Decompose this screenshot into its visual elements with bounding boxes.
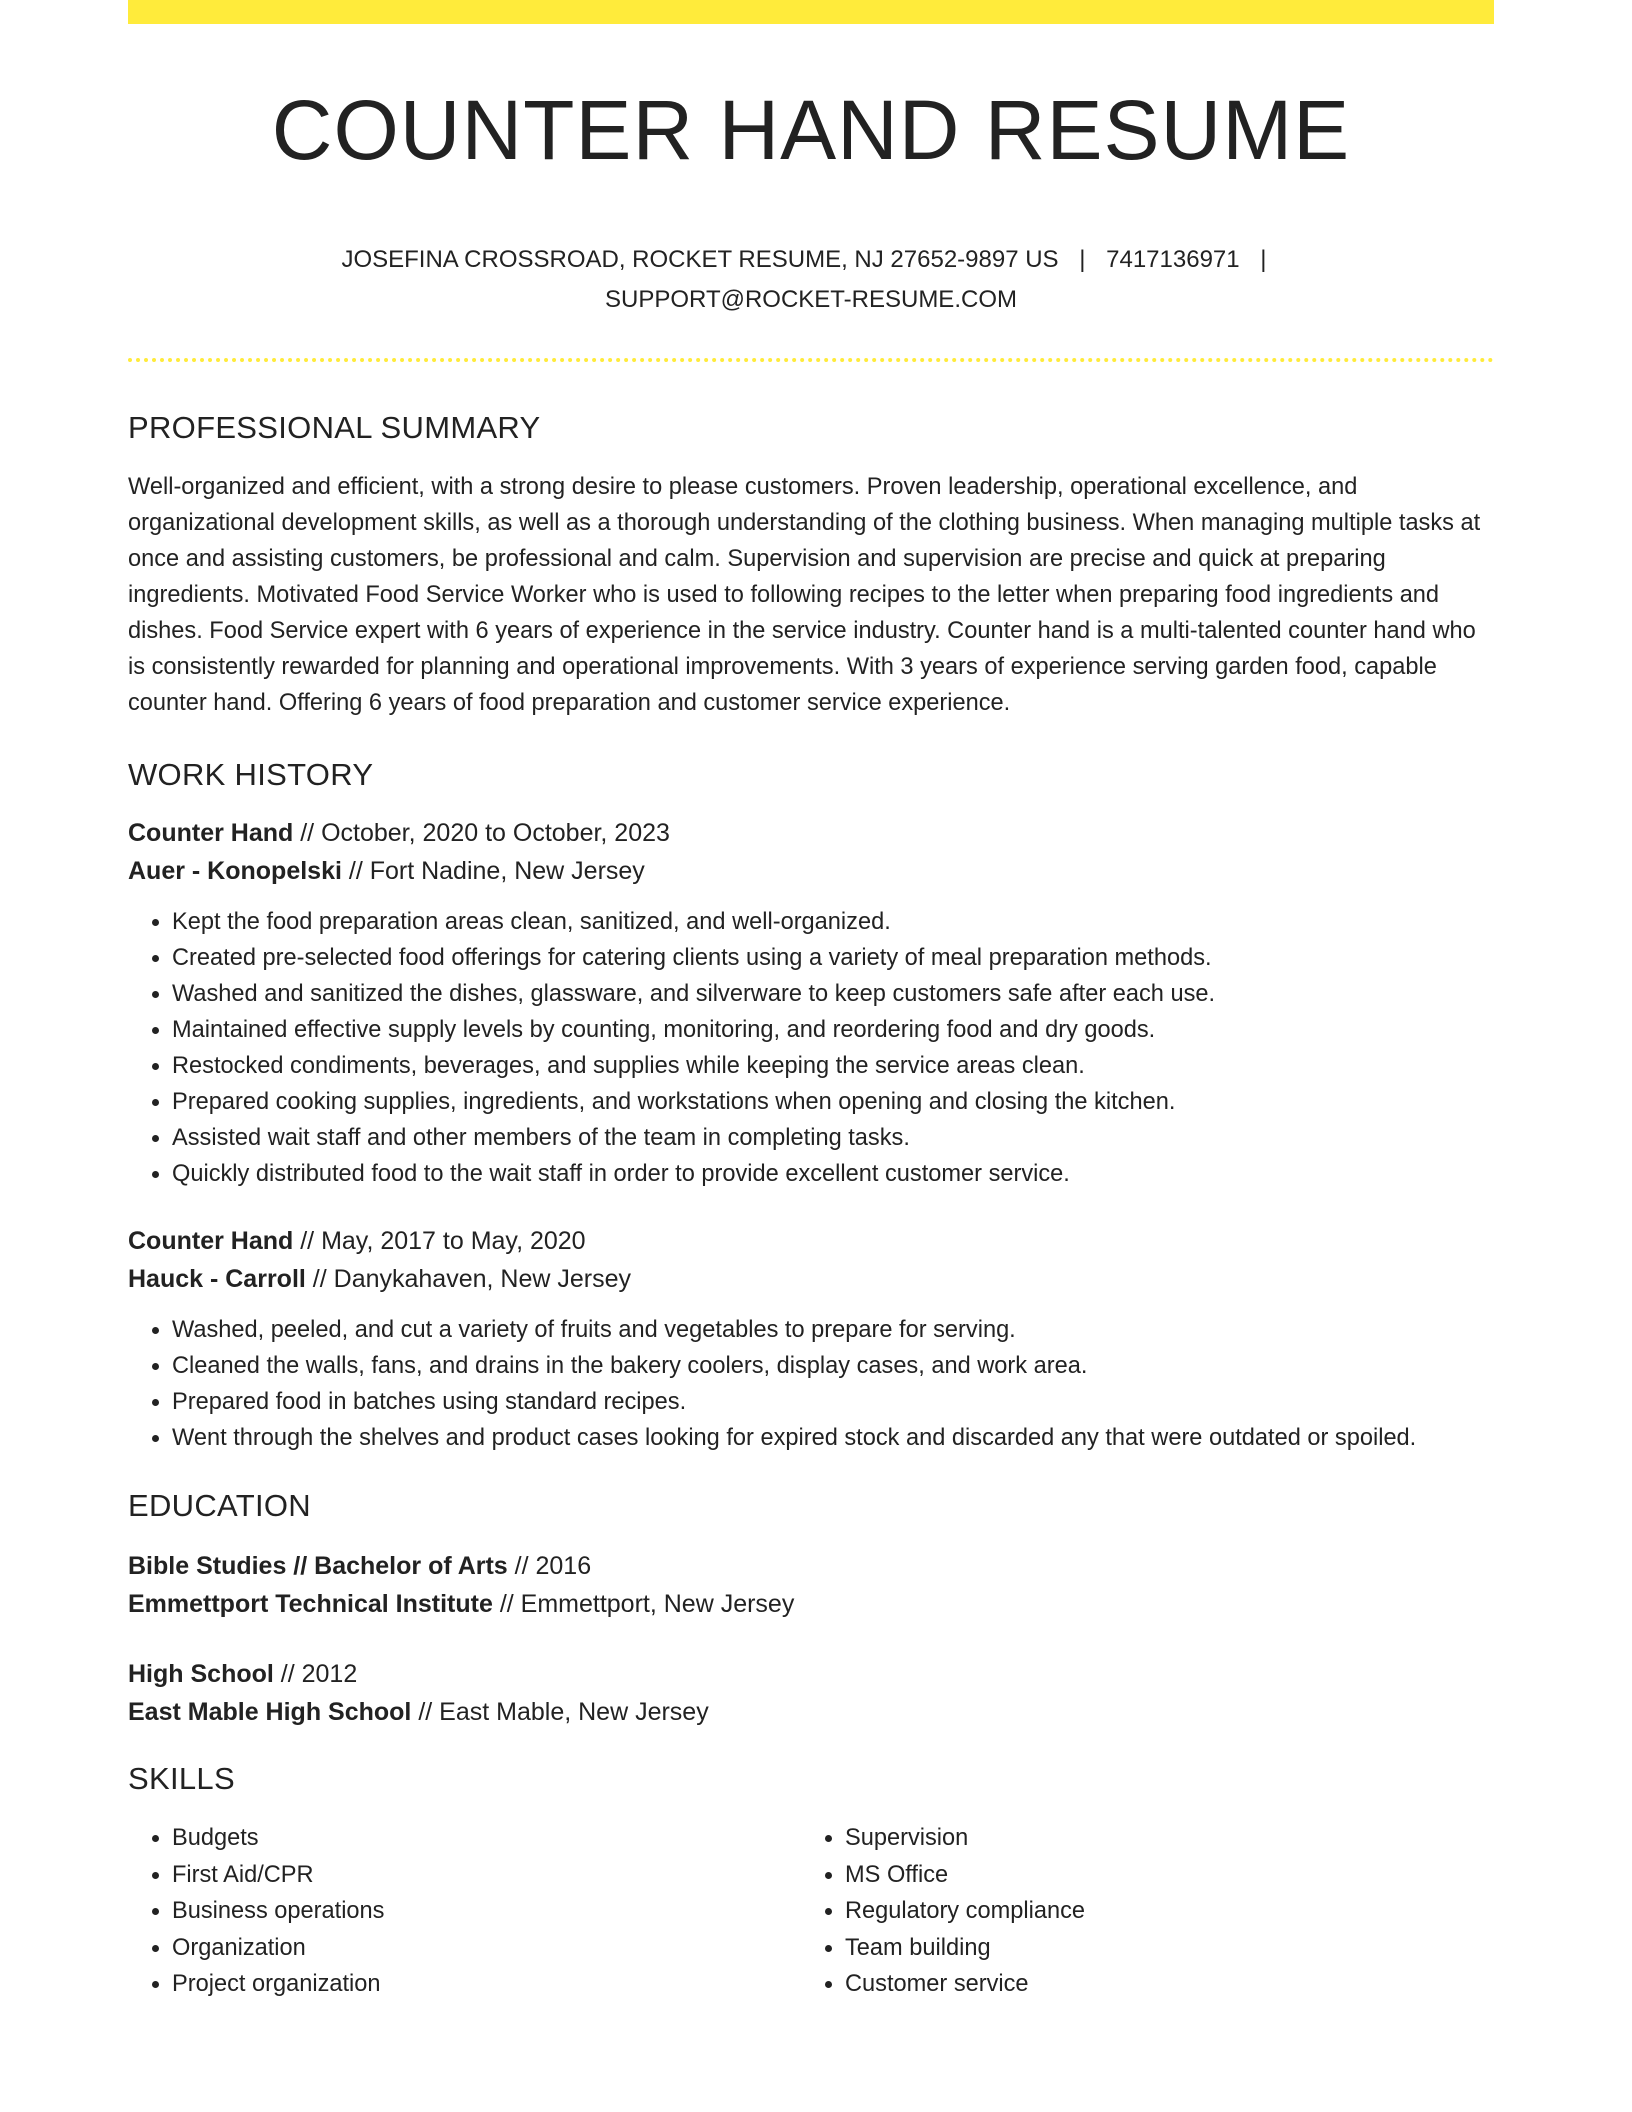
education-entry <box>128 1655 1494 1731</box>
job-title-line <box>128 814 1494 852</box>
job-dates: // May, 2017 to May, 2020 <box>300 1227 586 1255</box>
top-accent-bar <box>128 0 1494 24</box>
skill-item: • Team building <box>845 1930 1474 1967</box>
contact-email: SUPPORT@ROCKET-RESUME.COM <box>605 286 1017 313</box>
job-title: Counter Hand <box>128 1227 294 1255</box>
summary-text: Well-organized and efficient, with a strong desire to please customers. Proven leadership, operational excellence, and organizational development skills, as well as a thorough understanding of the clothing business. When managing multiple tasks at once and assisting customers, be professional and calm. Supervision and supervision are precise and quick at preparing ingredients. Motivated Food Service Worker who is used to following recipes to the letter when preparing food ingredients and dishes. Food Service expert with 6 years of experience in the service industry. Counter hand is a multi-talented counter hand who is consistently rewarded for planning and operational improvements. With 3 years of experience serving garden food, capable counter hand. Offering 6 years of food preparation and customer service experience. <box>128 474 1481 716</box>
job-duties-list <box>128 904 1494 1192</box>
job-company-line <box>128 1260 1494 1298</box>
contact-address: JOSEFINA CROSSROAD, ROCKET RESUME, NJ 27652-9897 US <box>341 246 1059 273</box>
education-location: // East Mable, New Jersey <box>418 1698 709 1726</box>
skills-column-left <box>128 1820 801 2003</box>
skills-heading: SKILLS <box>128 1761 235 1796</box>
list-item: • Kept the food preparation areas clean, sanitized, and well-organized. <box>172 904 1494 940</box>
resume-page <box>128 0 1494 2003</box>
list-item: • Washed, peeled, and cut a variety of fruits and vegetables to prepare for serving. <box>172 1312 1494 1348</box>
contact-phone: 7417136971 <box>1106 246 1240 273</box>
skill-item: • Customer service <box>845 1966 1474 2003</box>
education-school: Emmettport Technical Institute <box>128 1590 493 1618</box>
skill-item: • Budgets <box>172 1820 801 1857</box>
job-duties-list <box>128 1312 1494 1456</box>
list-item: • Restocked condiments, beverages, and supplies while keeping the service areas clean. <box>172 1048 1494 1084</box>
contact-separator: | <box>1079 246 1086 273</box>
education-school-line <box>128 1693 1494 1731</box>
job-title-line <box>128 1222 1494 1260</box>
list-item: • Quickly distributed food to the wait staff in order to provide excellent customer service. <box>172 1156 1494 1192</box>
list-item: • Cleaned the walls, fans, and drains in the bakery coolers, display cases, and work area. <box>172 1348 1494 1384</box>
job-location: // Danykahaven, New Jersey <box>312 1265 631 1293</box>
job-entry <box>128 814 1494 1192</box>
skills-list <box>128 1820 1494 2003</box>
job-dates: // October, 2020 to October, 2023 <box>300 819 670 847</box>
list-item: • Prepared food in batches using standard recipes. <box>172 1384 1494 1420</box>
education-location: // Emmettport, New Jersey <box>499 1590 795 1618</box>
education-degree-line <box>128 1655 1494 1693</box>
list-item: • Washed and sanitized the dishes, glassware, and silverware to keep customers safe after each use. <box>172 976 1494 1012</box>
education-entry <box>128 1547 1494 1623</box>
dotted-divider <box>128 358 1494 362</box>
job-company: Auer - Konopelski <box>128 857 342 885</box>
job-location: // Fort Nadine, New Jersey <box>348 857 645 885</box>
contact-info <box>128 240 1494 320</box>
job-title: Counter Hand <box>128 819 294 847</box>
education-school: East Mable High School <box>128 1698 412 1726</box>
list-item: • Assisted wait staff and other members of the team in completing tasks. <box>172 1120 1494 1156</box>
list-item: • Prepared cooking supplies, ingredients, and workstations when opening and closing the kitchen. <box>172 1084 1494 1120</box>
page-title: COUNTER HAND RESUME <box>271 83 1351 177</box>
list-item: • Maintained effective supply levels by counting, monitoring, and reordering food and dry goods. <box>172 1012 1494 1048</box>
skill-item: • Business operations <box>172 1893 801 1930</box>
education-heading: EDUCATION <box>128 1488 311 1523</box>
job-entry <box>128 1222 1494 1456</box>
skills-column-right <box>801 1820 1474 2003</box>
education-school-line <box>128 1585 1494 1623</box>
list-item: • Went through the shelves and product cases looking for expired stock and discarded any that were outdated or spoiled. <box>172 1420 1494 1456</box>
education-degree-line <box>128 1547 1494 1585</box>
education-year: // 2016 <box>514 1552 592 1580</box>
skill-item: • Project organization <box>172 1966 801 2003</box>
skill-item: • MS Office <box>845 1857 1474 1894</box>
summary-heading: PROFESSIONAL SUMMARY <box>128 410 541 445</box>
education-degree: High School <box>128 1660 274 1688</box>
skill-item: • Regulatory compliance <box>845 1893 1474 1930</box>
job-company-line <box>128 852 1494 890</box>
work-history-heading: WORK HISTORY <box>128 757 374 792</box>
skill-item: • First Aid/CPR <box>172 1857 801 1894</box>
job-company: Hauck - Carroll <box>128 1265 306 1293</box>
education-year: // 2012 <box>280 1660 358 1688</box>
contact-separator: | <box>1260 246 1267 273</box>
list-item: • Created pre-selected food offerings for catering clients using a variety of meal preparation methods. <box>172 940 1494 976</box>
education-degree: Bible Studies // Bachelor of Arts <box>128 1552 508 1580</box>
skill-item: • Supervision <box>845 1820 1474 1857</box>
skill-item: • Organization <box>172 1930 801 1967</box>
